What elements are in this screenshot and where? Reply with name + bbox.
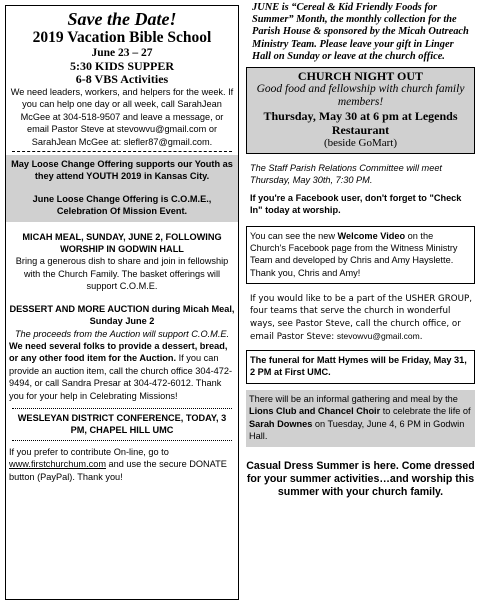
- dessert-auction-title: DESSERT AND MORE AUCTION during Micah Meal, Sunday June 2: [9, 303, 235, 327]
- dotted-divider-bottom: [12, 440, 232, 441]
- loose-change-may: May Loose Change Offering supports our Youth as they attend YOUTH 2019 in Kansas City.: [11, 159, 233, 182]
- loose-change-june: June Loose Change Offering is C.O.M.E., Celebration Of Mission Event.: [32, 193, 212, 217]
- right-column: [246, 2, 475, 602]
- gathering-hosts: Lions Club and Chancel Choir: [249, 406, 381, 417]
- district-conference: WESLEYAN DISTRICT CONFERENCE, TODAY, 3 PM, CHAPEL HILL UMC: [17, 412, 227, 436]
- welcome-video-label: Welcome Video: [337, 230, 406, 241]
- gathering-text-1: There will be an informal gathering and meal by the: [249, 393, 458, 404]
- micah-meal-body: Bring a generous dish to share and join in fellowship with the Church Family. The basket offerings will support C.O.M.E.: [15, 256, 229, 292]
- vbs-activities: 6-8 VBS Activities: [75, 72, 169, 86]
- usher-text-end: .: [419, 331, 423, 342]
- june-cereal-notice: JUNE is “Cereal & Kid Friendly Foods for Summer” Month, the monthly collection for the Parish House & sponsored by the Micah Outreach Ministry Team. Please leave your gift in Linger Hall on Sunday or leave at the church office.: [252, 2, 469, 62]
- spr-committee-notice: The Staff Parish Relations Committee will meet Thursday, May 30th, 7:30 PM.: [250, 163, 442, 186]
- usher-email: stevowvu@gmail.com: [336, 330, 420, 341]
- gathering-honoree: Sarah Downes: [249, 418, 313, 429]
- welcome-text-1: You can see the new: [250, 230, 338, 241]
- welcome-video-box: [246, 226, 475, 285]
- welcome-text-2: on the Church's Facebook page from the Witness Ministry Team and developed by Chris and Amy Hayslette. Thank you, Chris and Amy!: [250, 230, 458, 278]
- church-night-out-title: CHURCH NIGHT OUT: [297, 69, 424, 84]
- dessert-body: If you can provide an auction item, call the church office 304-472-9494, or call Sandra Presar at 304-472-6012. Thank you for your help in Celebrating Missions!: [9, 353, 233, 401]
- online-text-2: and use the secure DONATE button (PayPal). Thank you!: [9, 459, 227, 482]
- funeral-notice-box: The funeral for Matt Hymes will be Friday, May 31, 2 PM at First UMC.: [246, 350, 475, 384]
- save-the-date-heading: Save the Date!: [67, 9, 177, 29]
- church-night-out-box: [246, 67, 475, 154]
- loose-change-box: [6, 155, 238, 222]
- dessert-auction-text: [9, 340, 235, 402]
- church-website-link[interactable]: www.firstchurchum.com: [9, 459, 106, 470]
- church-night-out-when: Thursday, May 30 at 6 pm at Legends Restaurant: [263, 109, 458, 138]
- church-night-out-note: (beside GoMart): [323, 137, 397, 150]
- micah-meal-section: [6, 231, 238, 293]
- church-night-out-subtitle: Good food and fellowship with church family members!: [256, 83, 465, 109]
- left-column: [5, 5, 239, 600]
- dotted-divider-top: [12, 408, 232, 409]
- gathering-text-3: on Tuesday, June 4, 6 PM in Godwin Hall.: [249, 418, 465, 442]
- vbs-body: We need leaders, workers, and helpers for the week. If you can help one day or all week, call SarahJean McGee at 304-518-9507 and leave a message, or email Pastor Steve at stevowvu@gmail.com or SarahJean McGee at: slefler87@gmail.com.: [10, 87, 234, 147]
- facebook-checkin-notice: If you're a Facebook user, don't forget to "Check In" today at worship.: [250, 192, 462, 216]
- casual-dress-notice: Casual Dress Summer is here. Come dressed for your summer activities…and worship this summer with your church family.: [246, 459, 475, 499]
- micah-meal-title: MICAH MEAL, SUNDAY, JUNE 2, FOLLOWING WORSHIP IN GODWIN HALL: [22, 231, 222, 255]
- online-giving: [6, 446, 238, 483]
- vbs-dates: June 23 – 27: [91, 47, 153, 59]
- usher-text-1: If you would like to be a part of the: [250, 294, 406, 305]
- vbs-title: 2019 Vacation Bible School: [32, 29, 212, 46]
- dessert-need: We need several folks to provide a dessert, bread, or any other food item for the Auction.: [9, 340, 228, 364]
- dashed-divider: [12, 151, 232, 152]
- online-text-1: If you prefer to contribute On-line, go to: [9, 446, 169, 457]
- vbs-supper: 5:30 KIDS SUPPER: [69, 59, 174, 73]
- usher-group-label: USHER GROUP: [405, 294, 470, 305]
- usher-group-notice: [246, 293, 475, 343]
- vbs-section: [6, 9, 238, 148]
- dessert-auction-section: [6, 303, 238, 402]
- dessert-auction-proceeds: The proceeds from the Auction will support C.O.M.E.: [14, 328, 230, 339]
- gathering-notice-box: [246, 390, 475, 447]
- gathering-text-2: to celebrate the life of: [380, 406, 471, 417]
- usher-text-2: , four teams that serve the church in wonderful ways, see Pastor Steve, call the church office, or email Pastor Steve:: [250, 294, 472, 342]
